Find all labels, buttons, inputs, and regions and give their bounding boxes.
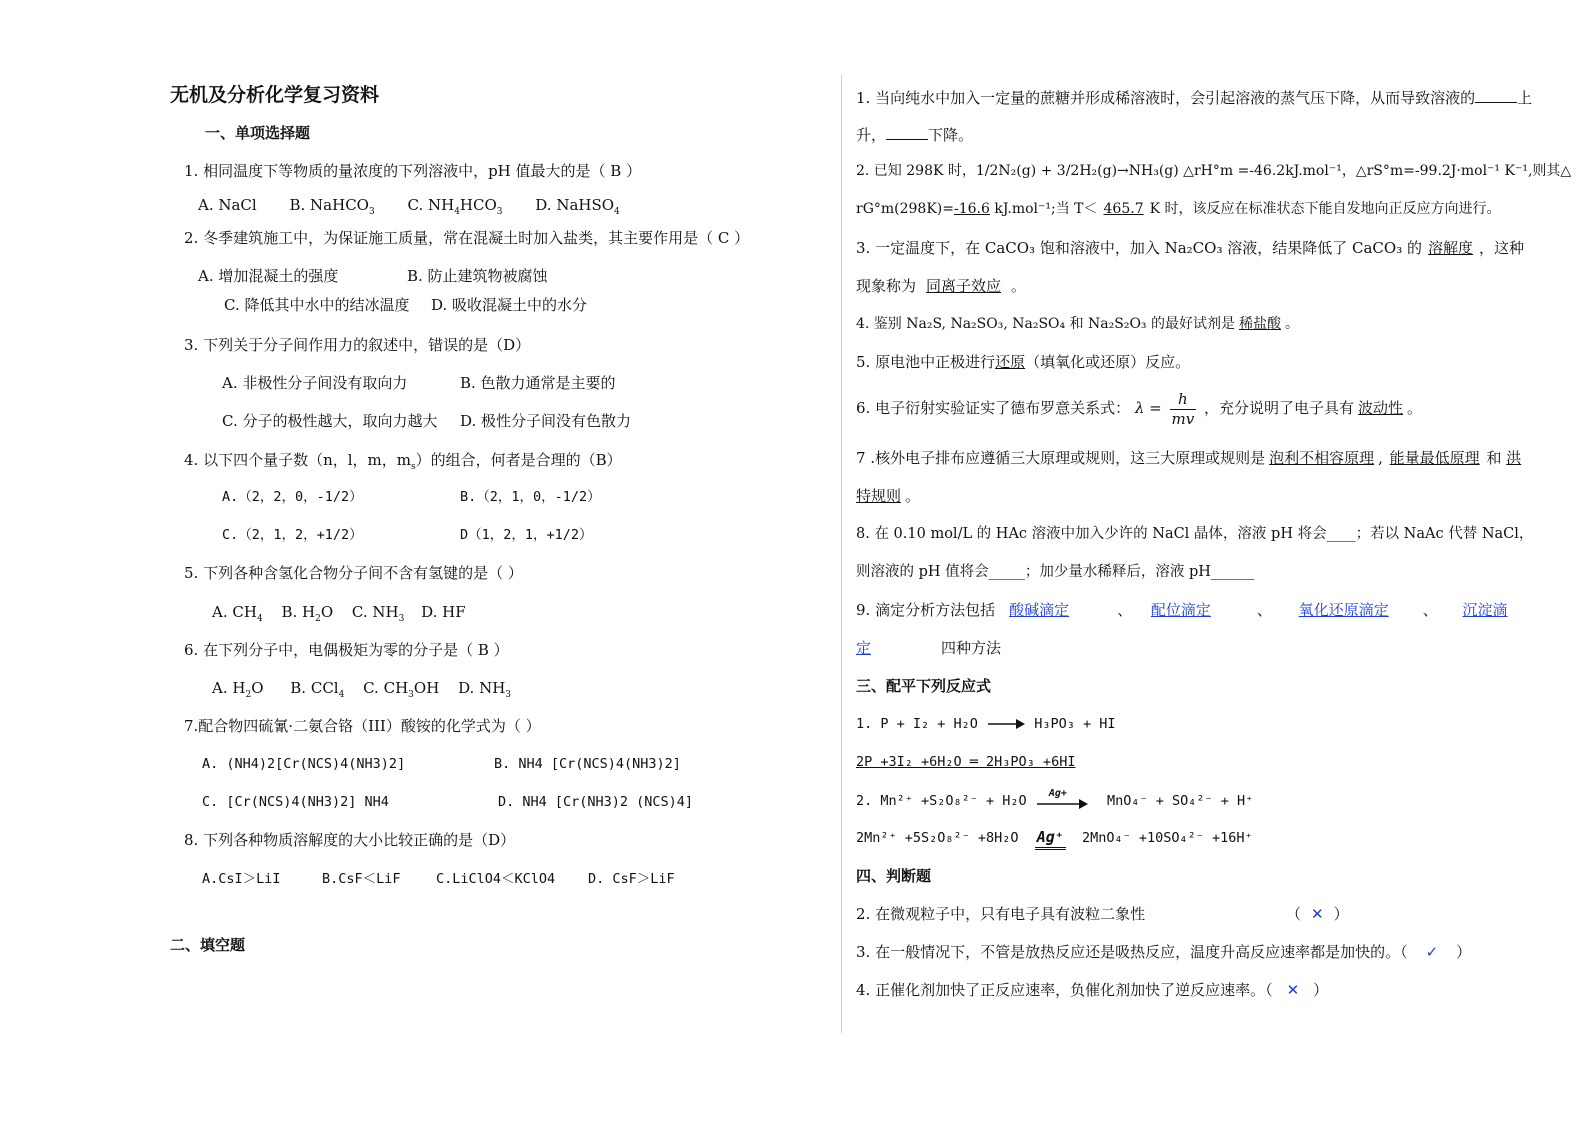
q7-option-b: B. NH4 [Cr(NCS)4(NH3)2]	[494, 756, 681, 772]
q1-option-c: C. $NH_4HCO_3$	[407, 196, 503, 217]
fill-2-line-2: rG°m(298K)=-16.6 kJ.mol⁻¹;当 T＜ 465.7 K 时，该反应在标准状态下能自发地向正反应方向进行。	[856, 201, 1501, 217]
fill-8-line-2: 则溶液的 pH 值将会_____；加少量水稀释后，溶液 pH______	[856, 564, 1255, 580]
question-1-options	[198, 195, 620, 215]
judge-4: 4. 正催化剂加快了正反应速率，负催化剂加快了逆反应速率。（ ✕ ）	[856, 981, 1329, 999]
fill-9-answer-2: 配位滴定	[1150, 601, 1211, 619]
q5-option-b: B. $H_2O$	[281, 603, 334, 624]
q7-option-d: D. NH4 [Cr(NH3)2 (NCS)4]	[498, 794, 694, 810]
question-4-stem: 4. 以下四个量子数（n，l，m，$m_s$）的组合，何者是合理的（B）	[184, 451, 622, 472]
q2-option-c: C. 降低其中水中的结冰温度	[224, 296, 410, 314]
fill-9-answer-1: 酸碱滴定	[1009, 601, 1070, 619]
q4-option-d: D（1，2，1，+1/2）	[460, 527, 593, 543]
fill-1-line-1: 1. 当向纯水中加入一定量的蔗糖并形成稀溶液时，会引起溶液的蒸气压下降，从而导致溶液的 上	[856, 86, 1532, 108]
q2-option-d: D. 吸收混凝土中的水分	[431, 296, 588, 314]
question-3-stem: 3. 下列关于分子间作用力的叙述中，错误的是（D）	[184, 336, 531, 354]
q6-option-c: C. $CH_3OH$	[363, 679, 440, 700]
q8-option-b: B.CsF＜LiF	[322, 871, 401, 887]
cross-mark-icon: ✕	[1311, 905, 1324, 923]
fill-2-answer-1: -16.6	[954, 201, 990, 217]
fill-5: 5. 原电池中正极进行还原（填氧化或还原）反应。	[856, 353, 1191, 371]
section-heading-fill: 二、填空题	[170, 936, 246, 954]
check-mark-icon: ✓	[1425, 943, 1439, 961]
q2-option-b: B. 防止建筑物被腐蚀	[407, 267, 548, 285]
q5-option-a: A. $CH_4$	[212, 603, 263, 624]
reaction-1: 1. P + I₂ + H₂O H₃PO₃ + HI	[856, 716, 1116, 732]
fill-7-answer-1: 泡利不相容原理	[1269, 449, 1375, 467]
fill-3-line-2: 现象称为 同离子效应 。	[856, 277, 1027, 295]
fill-7-answer-2: 能量最低原理	[1389, 449, 1480, 467]
judge-2-answer: （ ✕ ）	[1286, 905, 1349, 923]
judge-2: 2. 在微观粒子中，只有电子具有波粒二象性 （ ✕ ）	[856, 905, 1349, 923]
fill-7-answer-3a: 洪	[1506, 449, 1522, 467]
catalyst-ag-label: Ag⁺	[1035, 827, 1066, 850]
fill-4-answer: 稀盐酸	[1239, 316, 1281, 332]
question-5-options	[212, 602, 466, 622]
fill-9-answer-3: 氧化还原滴定	[1298, 601, 1389, 619]
q8-option-d: D. CsF＞LiF	[588, 871, 675, 887]
q6-option-b: B. CCl$_4$	[290, 679, 345, 700]
q5-option-c: C. $NH_3$	[351, 603, 405, 624]
q3-option-d: D. 极性分子间没有色散力	[460, 412, 632, 430]
fill-3-answer-1: 溶解度	[1427, 239, 1473, 257]
q3-option-c: C. 分子的极性越大，取向力越大	[222, 412, 438, 430]
fill-7-line-1: 7 .核外电子排布应遵循三大原理或规则，这三大原理或规则是 泡利不相容原理 , 能量最低原理 和 洪	[856, 449, 1522, 467]
catalyst-arrow	[1035, 788, 1089, 810]
section-heading-choice: 一、单项选择题	[205, 124, 311, 142]
catalyst-label: Ag+	[1048, 788, 1067, 799]
q4-option-c: C.（2，1，2，+1/2）	[222, 527, 363, 543]
fill-2-line-1: 2. 已知 298K 时，1/2N₂(g) + 3/2H₂(g)→NH₃(g) △rH°m =-46.2kJ.mol⁻¹，△rS°m=-99.2J·mol⁻¹ K⁻¹,则其△	[856, 163, 1572, 179]
q2-option-a: A. 增加混凝土的强度	[198, 267, 339, 285]
fill-4: 4. 鉴别 Na₂S, Na₂SO₃, Na₂SO₄ 和 Na₂S₂O₃ 的最好试剂是 稀盐酸 。	[856, 316, 1299, 332]
fill-7-line-2: 特规则 。	[856, 487, 921, 505]
cross-mark-icon: ✕	[1286, 981, 1300, 999]
q3-option-a: A. 非极性分子间没有取向力	[222, 374, 408, 392]
judge-3: 3. 在一般情况下，不管是放热反应还是吸热反应，温度升高反应速率都是加快的。（ ✓ ）	[856, 943, 1472, 961]
section-heading-judge: 四、判断题	[856, 867, 932, 885]
q6-option-a: A. $H_2O$	[212, 679, 264, 700]
q1-option-a: A. NaCl	[198, 196, 257, 214]
q5-option-d: D. HF	[421, 603, 466, 621]
question-8-stem: 8. 下列各种物质溶解度的大小比较正确的是（D）	[184, 831, 516, 849]
q3-option-b: B. 色散力通常是主要的	[460, 374, 616, 392]
fill-6: 6. 电子衍射实验证实了德布罗意关系式： λ = $\frac{h}{mv}$ ，充分说明了电子具有 波动性 。	[856, 389, 1423, 428]
question-1-stem: 1. 相同温度下等物质的量浓度的下列溶液中，pH 值最大的是（ B ）	[184, 162, 642, 180]
q1-option-b: B. NaHCO$_3$	[289, 196, 375, 217]
question-2-stem: 2. 冬季建筑施工中，为保证施工质量，常在混凝土时加入盐类，其主要作用是（ C ）	[184, 229, 750, 247]
question-7-stem: 7.配合物四硫氰·二氨合铬（III）酸铵的化学式为（ ）	[184, 717, 541, 735]
column-divider	[841, 75, 842, 1033]
q4-option-a: A.（2，2，0，-1/2）	[222, 489, 363, 505]
q7-option-c: C. [Cr(NCS)4(NH3)2] NH4	[202, 794, 389, 810]
fill-7-answer-3b: 特规则	[856, 487, 902, 505]
question-6-stem: 6. 在下列分子中，电偶极矩为零的分子是（ B ）	[184, 641, 509, 659]
fill-5-answer: 还原	[995, 353, 1026, 371]
reaction-2: 2. Mn²⁺ +S₂O₈²⁻ + H₂O Ag+ MnO₄⁻ + SO₄²⁻ + H⁺	[856, 791, 1253, 811]
reaction-arrow-icon	[1035, 798, 1089, 810]
q6-option-d: D. $NH_3$	[458, 679, 512, 700]
section-heading-balance: 三、配平下列反应式	[856, 677, 992, 695]
q4-option-b: B.（2，1，0，-1/2）	[460, 489, 601, 505]
q7-option-a: A. (NH4)2[Cr(NCS)4(NH3)2]	[202, 756, 406, 772]
question-5-stem: 5. 下列各种含氢化合物分子间不含有氢键的是（ ）	[184, 564, 523, 582]
fill-8-line-1: 8. 在 0.10 mol/L 的 HAc 溶液中加入少许的 NaCl 晶体，溶液 pH 将会____；若以 NaAc 代替 NaCl，	[856, 526, 1534, 542]
lambda-symbol: λ =	[1134, 399, 1162, 417]
reaction-arrow-icon	[986, 718, 1026, 730]
fill-3-line-1: 3. 一定温度下，在 CaCO₃ 饱和溶液中，加入 Na₂CO₃ 溶液，结果降低了 CaCO₃ 的 溶解度 ，这种	[856, 239, 1525, 257]
q8-option-c: C.LiClO4＜KClO4	[436, 871, 556, 887]
reaction-2-balanced: 2Mn²⁺ +5S₂O₈²⁻ +8H₂O Ag⁺ 2MnO₄⁻ +10SO₄²⁻ +16H⁺	[856, 827, 1253, 850]
reaction-1-balanced: 2P +3I₂ +6H₂O ═ 2H₃PO₃ +6HI	[856, 754, 1076, 770]
fill-9-answer-4b: 定	[856, 639, 872, 657]
fill-1-line-2: 升， 下降。	[856, 123, 973, 145]
de-broglie-fraction: $\frac{h}{mv}$	[1171, 389, 1195, 428]
fill-3-answer-2: 同离子效应	[926, 277, 1002, 295]
fill-6-answer: 波动性	[1358, 399, 1404, 417]
question-6-options	[212, 678, 511, 698]
fill-9-line-2: 定 四种方法	[856, 639, 1002, 657]
fill-9-answer-4a: 沉淀滴	[1462, 601, 1508, 619]
page-title: 无机及分析化学复习资料	[170, 84, 380, 106]
q8-option-a: A.CsI＞LiI	[202, 871, 281, 887]
q1-option-d: D. NaHSO$_4$	[535, 196, 620, 217]
fill-9-line-1: 9. 滴定分析方法包括 酸碱滴定 、 配位滴定 、 氧化还原滴定 、 沉淀滴	[856, 601, 1508, 619]
fill-2-answer-2: 465.7	[1103, 201, 1144, 217]
